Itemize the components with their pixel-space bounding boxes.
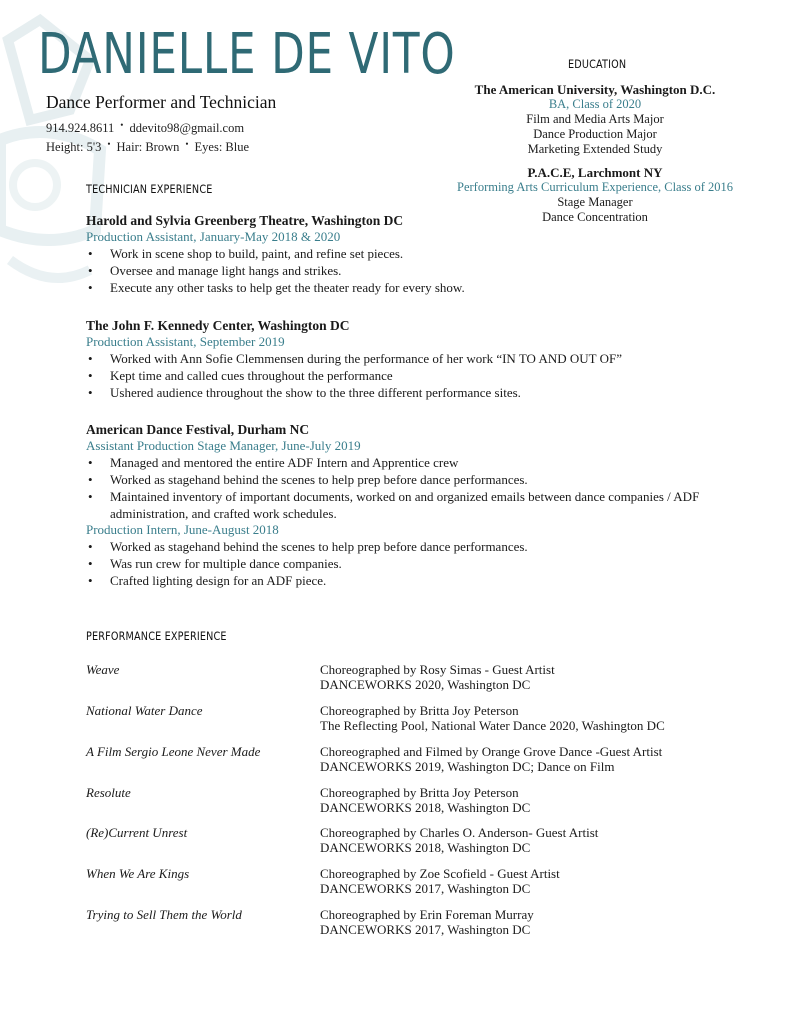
height-detail: Height: 5'3 [46,140,102,154]
performance-venue: DANCEWORKS 2018, Washington DC [320,800,531,815]
job-position: Assistant Production Stage Manager, June-July 2019 [86,438,361,453]
technician-heading: TECHNICIAN EXPERIENCE [86,182,213,196]
performance-info [320,744,662,774]
job-position: Production Intern, June-August 2018 [86,522,279,537]
job-entry [86,422,766,589]
school-degree: BA, Class of 2020 [548,97,642,111]
performance-info [320,785,530,815]
performance-title: A Film Sergio Leone Never Made [86,744,261,759]
performance-credit: Choreographed by Britta Joy Peterson [320,703,519,718]
job-bullets [86,245,766,296]
list-item: • Worked with Ann Sofie Clemmensen during the performance of her work “IN TO AND OUT OF” [86,350,766,367]
performance-title: When We Are Kings [86,866,190,881]
performance-info [320,825,598,855]
school-detail: Dance Concentration [542,210,648,224]
list-item: • Maintained inventory of important documents, worked on and organized emails between dance companies / ADF administration, and crafted work schedules. [86,488,766,522]
email-address: ddevito98@gmail.com [129,121,245,135]
candidate-role: Dance Performer and Technician [46,92,277,112]
list-item: • Worked as stagehand behind the scenes to help prep before dance performances. [86,538,766,555]
list-item: • Managed and mentored the entire ADF Intern and Apprentice crew [86,454,766,471]
phone-number: 914.924.8611 [46,121,115,135]
performance-credit: Choreographed by Erin Foreman Murray [320,907,534,922]
performance-venue: The Reflecting Pool, National Water Dance 2020, Washington DC [320,718,665,733]
list-item: • Worked as stagehand behind the scenes to help prep before dance performances. [86,471,766,488]
performance-credit: Choreographed by Britta Joy Peterson [320,785,519,800]
job-title: The John F. Kennedy Center, Washington DC [86,318,350,333]
performance-credit: Choreographed by Zoe Scofield - Guest Artist [320,866,560,881]
school-detail: Marketing Extended Study [527,142,663,156]
job-entry [86,213,766,296]
physical-details [46,140,249,155]
eyes-detail: Eyes: Blue [194,140,250,154]
performance-venue: DANCEWORKS 2020, Washington DC [320,677,531,692]
school-name: The American University, Washington D.C. [474,82,716,97]
job-title: American Dance Festival, Durham NC [86,422,310,437]
job-title: Harold and Sylvia Greenberg Theatre, Washington DC [86,213,404,228]
list-item: • Kept time and called cues throughout the performance [86,367,766,384]
list-item: • Execute any other tasks to help get the theater ready for every show. [86,279,766,296]
education-heading: EDUCATION [568,57,627,71]
job-entry [86,318,766,401]
performance-credit: Choreographed by Rosy Simas - Guest Artist [320,662,555,677]
performance-info [320,907,534,937]
school-detail: Film and Media Arts Major [526,112,664,126]
school-detail: Stage Manager [557,195,633,209]
list-item: • Ushered audience throughout the show to the three different performance sites. [86,384,766,401]
separator-dot: • [120,120,124,130]
performance-title: (Re)Current Unrest [86,825,188,840]
performance-title: Trying to Sell Them the World [86,907,242,922]
performance-title: Resolute [86,785,131,800]
performance-heading: PERFORMANCE EXPERIENCE [86,629,227,643]
list-item: • Was run crew for multiple dance companies. [86,555,766,572]
school-detail: Dance Production Major [533,127,657,141]
performance-venue: DANCEWORKS 2017, Washington DC [320,922,531,937]
school-degree: Performing Arts Curriculum Experience, Class of 2016 [457,180,733,194]
job-bullets [86,454,766,522]
performance-info [320,703,665,733]
job-position: Production Assistant, September 2019 [86,334,285,349]
contact-line [46,121,244,136]
performance-credit: Choreographed by Charles O. Anderson- Guest Artist [320,825,599,840]
list-item: • Work in scene shop to build, paint, and refine set pieces. [86,245,766,262]
job-bullets [86,538,766,589]
separator-dot: • [107,139,111,149]
performance-venue: DANCEWORKS 2019, Washington DC; Dance on Film [320,759,615,774]
separator-dot: • [185,139,189,149]
performance-title: National Water Dance [86,703,203,718]
candidate-name: DANIELLE DE VITO [38,22,456,87]
list-item: • Oversee and manage light hangs and strikes. [86,262,766,279]
school-name: P.A.C.E, Larchmont NY [527,165,663,180]
performance-info [320,662,555,692]
hair-detail: Hair: Brown [116,140,180,154]
list-item: • Crafted lighting design for an ADF piece. [86,572,766,589]
performance-info [320,866,560,896]
performance-venue: DANCEWORKS 2017, Washington DC [320,881,531,896]
job-position: Production Assistant, January-May 2018 & 2020 [86,229,341,244]
education-school [420,82,770,157]
performance-venue: DANCEWORKS 2018, Washington DC [320,840,531,855]
performance-title: Weave [86,662,120,677]
performance-credit: Choreographed and Filmed by Orange Grove Dance -Guest Artist [320,744,663,759]
job-bullets [86,350,766,401]
